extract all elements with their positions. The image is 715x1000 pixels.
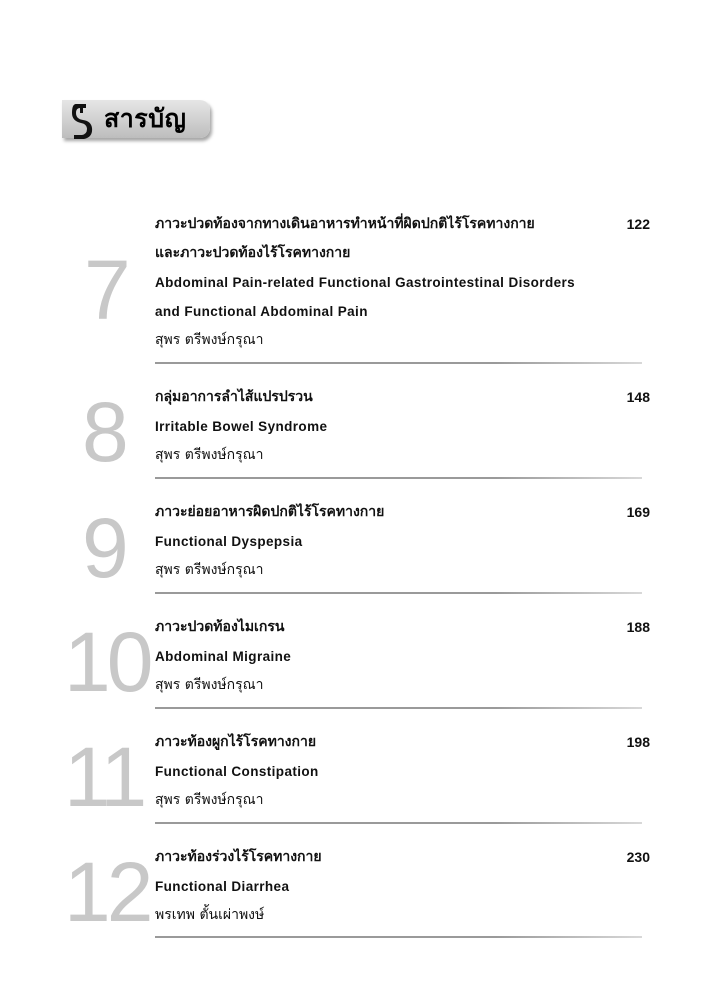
chapter-thai-title[interactable]: ภาวะท้องผูกไร้โรคทางกาย [155,734,317,750]
chapter-number: 12 [64,845,150,939]
chapter-thai-title[interactable]: ภาวะปวดท้องจากทางเดินอาหารทำหน้าที่ผิดปกติไร้โรคทางกาย [155,216,535,232]
toc-header [62,100,210,140]
chapter-thai-title[interactable]: ภาวะท้องร่วงไร้โรคทางกาย [155,849,322,865]
divider [155,936,642,938]
page-title: สารบัญ [104,104,187,133]
divider [155,477,642,479]
chapter-author: สุพร ตรีพงษ์กรุณา [155,677,264,693]
chapter-english-title[interactable]: Irritable Bowel Syndrome [155,419,328,434]
page-number[interactable]: 169 [626,504,650,520]
divider [155,362,642,364]
page-number[interactable]: 122 [626,216,650,232]
chapter-number: 10 [64,615,150,709]
divider [155,822,642,824]
page-number[interactable]: 148 [626,389,650,405]
chapter-author: สุพร ตรีพงษ์กรุณา [155,792,264,808]
chapter-english-title[interactable]: Abdominal Pain-related Functional Gastrointestinal Disorders [155,275,576,290]
chapter-author: สุพร ตรีพงษ์กรุณา [155,562,264,578]
page-number[interactable]: 230 [626,849,650,865]
chapter-author: สุพร ตรีพงษ์กรุณา [155,447,264,463]
chapter-thai-title[interactable]: และภาวะปวดท้องไร้โรคทางกาย [155,245,351,261]
chapter-thai-title[interactable]: กลุ่มอาการลำไส้แปรปรวน [155,389,313,405]
chapter-english-title[interactable]: Functional Dyspepsia [155,534,303,549]
chapter-english-title[interactable]: and Functional Abdominal Pain [155,304,368,319]
chapter-english-title[interactable]: Functional Constipation [155,764,319,779]
chapter-thai-title[interactable]: ภาวะปวดท้องไมเกรน [155,619,285,635]
divider [155,707,642,709]
chapter-thai-title[interactable]: ภาวะย่อยอาหารผิดปกติไร้โรคทางกาย [155,504,385,520]
divider [155,592,642,594]
chapter-english-title[interactable]: Abdominal Migraine [155,649,292,664]
page-number[interactable]: 188 [626,619,650,635]
chapter-english-title[interactable]: Functional Diarrhea [155,879,290,894]
stomach-icon [70,102,98,142]
chapter-number: 9 [82,501,125,595]
chapter-number: 8 [82,385,125,479]
page-number[interactable]: 198 [626,734,650,750]
chapter-number: 7 [84,243,127,337]
chapter-author: พรเทพ ตั้นเผ่าพงษ์ [155,907,265,923]
chapter-number: 11 [64,730,144,824]
chapter-author: สุพร ตรีพงษ์กรุณา [155,332,264,348]
